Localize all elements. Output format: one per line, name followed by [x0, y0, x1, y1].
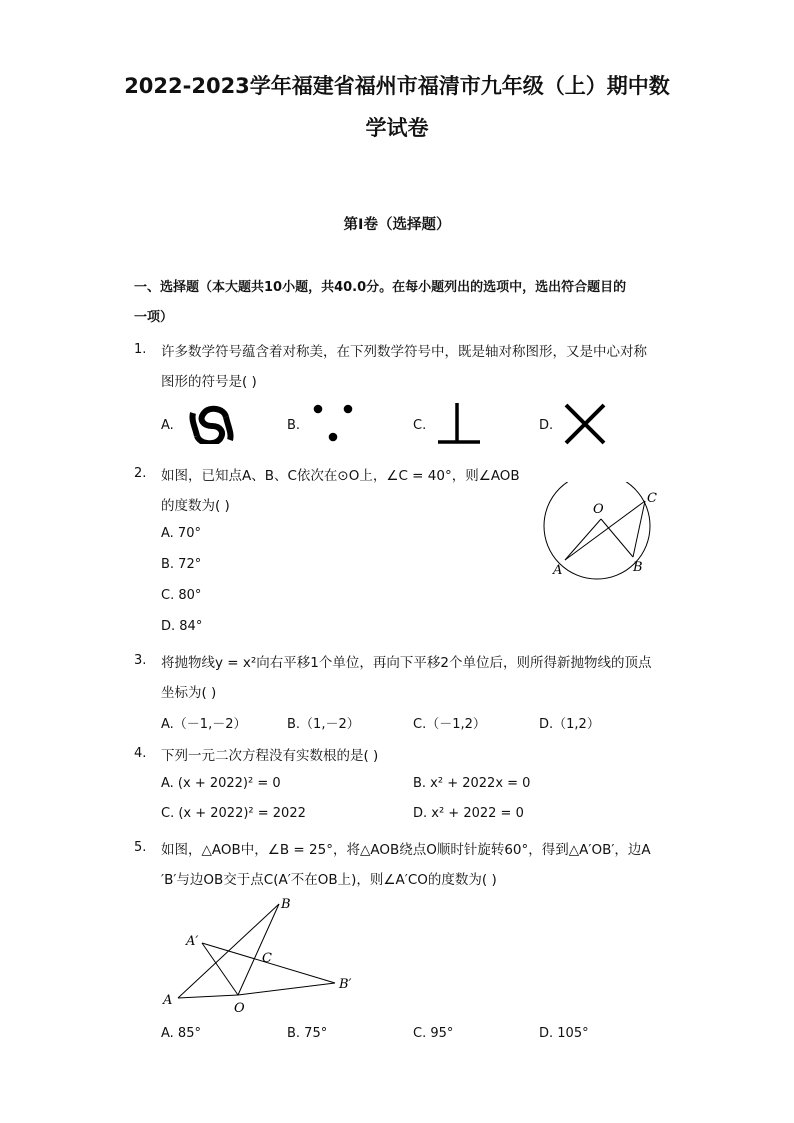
section-heading-line2: 一项） [134, 310, 174, 325]
option-d: D.（1,2） [539, 717, 600, 732]
question-number: 5. [134, 840, 147, 855]
option-a-symbol-s-icon [184, 404, 240, 444]
option-a: A. 85° [161, 1026, 201, 1041]
question-text-line2: 图形的符号是( ) [161, 374, 257, 390]
question-text-line1: 下列一元二次方程没有实数根的是( ) [161, 748, 379, 764]
question-text-line2: 坐标为( ) [161, 685, 217, 701]
option-d: D. 105° [539, 1026, 589, 1041]
option-a: A. 70° [161, 526, 201, 541]
option-c-label: C. [413, 418, 427, 433]
option-b: B.（1,－2） [287, 717, 360, 732]
option-d-times-icon [562, 402, 608, 446]
question-number: 2. [134, 466, 147, 481]
option-a: A.（－1,－2） [161, 717, 247, 732]
question-number: 1. [134, 342, 147, 357]
question-text-line1: 将抛物线y = x²向右平移1个单位，再向下平移2个单位后，则所得新抛物线的顶点 [161, 655, 652, 671]
rotation-figure [158, 892, 368, 1016]
option-b-label: B. [287, 418, 301, 433]
label-c: C [262, 951, 272, 966]
question-text-line2: 的度数为( ) [161, 498, 230, 514]
option-c: C. (x + 2022)² = 2022 [161, 806, 306, 821]
option-c: C. 95° [413, 1026, 454, 1041]
option-c: C.（－1,2） [413, 717, 486, 732]
question-text-line1: 如图，已知点A、B、C依次在⊙O上，∠C = 40°，则∠AOB [161, 468, 520, 484]
label-b: B [281, 897, 291, 912]
question-number: 3. [134, 653, 147, 668]
option-d-label: D. [539, 418, 554, 433]
option-a-label: A. [161, 418, 174, 433]
option-a: A. (x + 2022)² = 0 [161, 776, 281, 791]
page-title-line1: 2022-2023学年福建省福州市福清市九年级（上）期中数 [124, 74, 670, 98]
label-a-prime: A′ [186, 934, 199, 949]
question-text-line2: ′B′与边OB交于点C(A′不在OB上)，则∠A′CO的度数为( ) [161, 872, 497, 888]
volume-heading: 第Ⅰ卷（选择题） [343, 217, 451, 233]
option-b: B. x² + 2022x = 0 [413, 776, 531, 791]
option-b: B. 72° [161, 557, 202, 572]
page-title-line2: 学试卷 [365, 116, 429, 140]
option-d: D. x² + 2022 = 0 [413, 806, 524, 821]
option-d: D. 84° [161, 619, 203, 634]
question-number: 4. [134, 746, 147, 761]
question-text-line1: 如图，△AOB中，∠B = 25°，将△AOB绕点O顺时针旋转60°，得到△A′OB′，边A [161, 842, 651, 858]
label-b-prime: B′ [339, 977, 352, 992]
label-a: A [553, 563, 563, 578]
option-c-perpendicular-icon [434, 400, 484, 446]
circle-figure [535, 482, 665, 582]
label-c: C [647, 491, 657, 506]
label-b: B [633, 560, 643, 575]
option-b: B. 75° [287, 1026, 328, 1041]
option-b-therefore-icon [310, 400, 356, 446]
label-o: O [234, 1001, 245, 1016]
section-heading-line1: 一、选择题（本大题共10小题，共40.0分。在每小题列出的选项中，选出符合题目的 [134, 280, 627, 295]
option-c: C. 80° [161, 588, 202, 603]
label-a: A [163, 993, 173, 1008]
question-text-line1: 许多数学符号蕴含着对称美，在下列数学符号中，既是轴对称图形，又是中心对称 [161, 344, 647, 360]
label-o: O [593, 502, 604, 517]
